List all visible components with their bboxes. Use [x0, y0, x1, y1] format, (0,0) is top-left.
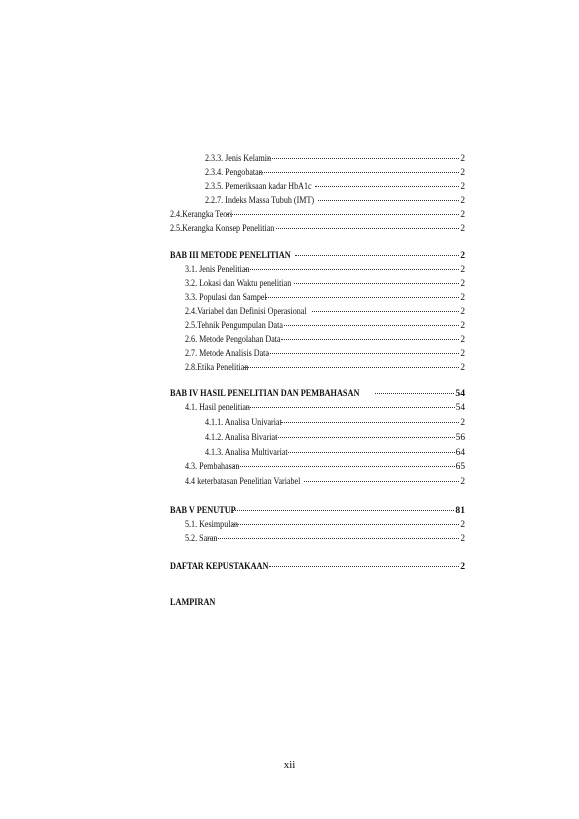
dot-leader	[227, 213, 460, 215]
dot-leader	[259, 171, 460, 173]
toc-chapter-page: 54	[455, 388, 465, 399]
dot-leader	[265, 296, 459, 298]
toc-entry-label: 3.1. Jenis Penelitian	[185, 265, 250, 275]
dot-leader	[208, 537, 459, 539]
toc-entry-label: 5.2. Saran	[185, 534, 218, 544]
toc-entry-label: 4.3. Pembahasan	[185, 462, 240, 472]
toc-entry	[170, 223, 465, 235]
toc-entry-page: 2	[460, 307, 465, 317]
page-number: xii	[283, 759, 296, 771]
dot-leader	[232, 523, 459, 525]
toc-entry	[205, 417, 465, 429]
toc-entry	[185, 461, 465, 473]
toc-chapter-page: 81	[455, 505, 465, 516]
toc-entry	[185, 306, 465, 318]
toc-entry-page: 2	[460, 293, 465, 303]
dot-leader	[281, 338, 459, 340]
toc-entry-page: 2	[460, 279, 465, 289]
dot-leader	[276, 436, 455, 438]
toc-entry	[185, 533, 465, 545]
toc-entry	[185, 292, 465, 304]
toc-entry-page: 2	[460, 224, 465, 234]
toc-entry	[185, 264, 465, 276]
toc-entry-label: 2.5.Tehnik Pengumpulan Data	[185, 321, 283, 331]
toc-entry-label: 2.5.Kerangka Konsep Penelitian	[170, 224, 275, 234]
toc-entry-page: 2	[460, 154, 465, 164]
toc-entry	[205, 153, 465, 165]
toc-entry	[185, 320, 465, 332]
toc-entry-label: 2.7. Metode Analisis Data	[185, 349, 269, 359]
toc-chapter-label: BAB III METODE PENELITIAN	[170, 250, 291, 261]
toc-entry-label: 2.3.3. Jenis Kelamin	[205, 154, 272, 164]
toc-entry	[185, 278, 465, 290]
dot-leader	[318, 199, 459, 201]
toc-entry-page: 2	[460, 182, 465, 192]
toc-chapter	[170, 388, 465, 400]
toc-entry-label: 2.3.4. Pengobatan	[205, 168, 263, 178]
dot-leader	[312, 310, 460, 312]
toc-entry-page: 2	[460, 520, 465, 530]
toc-entry	[205, 195, 465, 207]
toc-entry-label: 2.2.7. Indeks Massa Tubuh (IMT)	[205, 196, 315, 206]
dot-leader	[315, 185, 459, 187]
dot-leader	[269, 565, 459, 567]
toc-entry-page: 2	[460, 196, 465, 206]
toc-entry-page: 2	[460, 534, 465, 544]
lampiran-heading: LAMPIRAN	[170, 597, 216, 608]
dot-leader	[244, 366, 459, 368]
toc-chapter-label: DAFTAR KEPUSTAKAAN	[170, 561, 269, 572]
toc-chapter	[170, 505, 465, 517]
toc-entry-page: 56	[455, 433, 465, 443]
toc-entry	[205, 181, 465, 193]
toc-entry-page: 2	[460, 418, 465, 428]
toc-entry-page: 2	[460, 210, 465, 220]
dot-leader	[268, 157, 459, 159]
dot-leader	[375, 392, 455, 394]
toc-entry-page: 54	[455, 403, 465, 413]
toc-entry-page: 2	[460, 363, 465, 373]
toc-entry	[185, 402, 465, 414]
toc-entry	[205, 167, 465, 179]
toc-entry-label: 2.4.Kerangka Teori	[170, 210, 233, 220]
dot-leader	[304, 480, 459, 482]
dot-leader	[268, 352, 459, 354]
dot-leader	[246, 406, 455, 408]
toc-entry	[205, 432, 465, 444]
dot-leader	[233, 465, 454, 467]
toc-entry-label: 4.1. Hasil penelitian	[185, 403, 250, 413]
dot-leader	[284, 324, 459, 326]
dot-leader	[295, 254, 460, 256]
dot-leader	[231, 509, 455, 511]
toc-entry-label: 4.1.2. Analisa Bivariat	[205, 433, 278, 443]
toc-chapter-label: BAB V PENUTUP	[170, 505, 236, 516]
toc-entry-page: 2	[460, 321, 465, 331]
toc-entry	[170, 209, 465, 221]
toc-entry-page: 2	[460, 265, 465, 275]
toc-entry	[185, 348, 465, 360]
toc-entry-label: 3.2. Lokasi dan Waktu penelitian	[185, 279, 292, 289]
dot-leader	[245, 268, 459, 270]
toc-entry-page: 2	[460, 335, 465, 345]
dot-leader	[288, 451, 455, 453]
toc-entry-label: 5.1. Kesimpulan	[185, 520, 239, 530]
dot-leader	[281, 421, 460, 423]
toc-entry	[185, 362, 465, 374]
toc-entry-label: 3.3. Populasi dan Sampel	[185, 293, 267, 303]
toc-entry-label: 4.1.3. Analisa Multivariat	[205, 448, 288, 458]
toc-chapter	[170, 561, 465, 573]
toc-entry-label: 4.4 keterbatasan Penelitian Variabel	[185, 477, 301, 487]
toc-chapter-label: BAB IV HASIL PENELITIAN DAN PEMBAHASAN	[170, 388, 360, 399]
toc-entry	[185, 519, 465, 531]
toc-chapter-page: 2	[460, 250, 465, 261]
toc-entry-label: 2.8.Etika Penelitian	[185, 363, 249, 373]
toc-chapter-page: 2	[460, 561, 465, 572]
toc-entry-label: 2.4.Variabel dan Definisi Operasional	[185, 307, 307, 317]
toc-entry-page: 2	[460, 349, 465, 359]
toc-entry-label: 2.3.5. Pemeriksaan kadar HbA1c	[205, 182, 312, 192]
toc-chapter	[170, 250, 465, 262]
toc-entry	[185, 476, 465, 488]
toc-entry-page: 2	[460, 168, 465, 178]
toc-entry-label: 2.6. Metode Pengolahan Data	[185, 335, 281, 345]
toc-entry	[205, 447, 465, 459]
toc-entry-page: 64	[455, 448, 465, 458]
toc-entry-page: 2	[460, 477, 465, 487]
dot-leader	[294, 282, 460, 284]
toc-entry-label: 4.1.1. Analisa Univariat	[205, 418, 282, 428]
toc-entry-page: 65	[455, 462, 465, 472]
dot-leader	[276, 227, 460, 229]
toc-entry	[185, 334, 465, 346]
